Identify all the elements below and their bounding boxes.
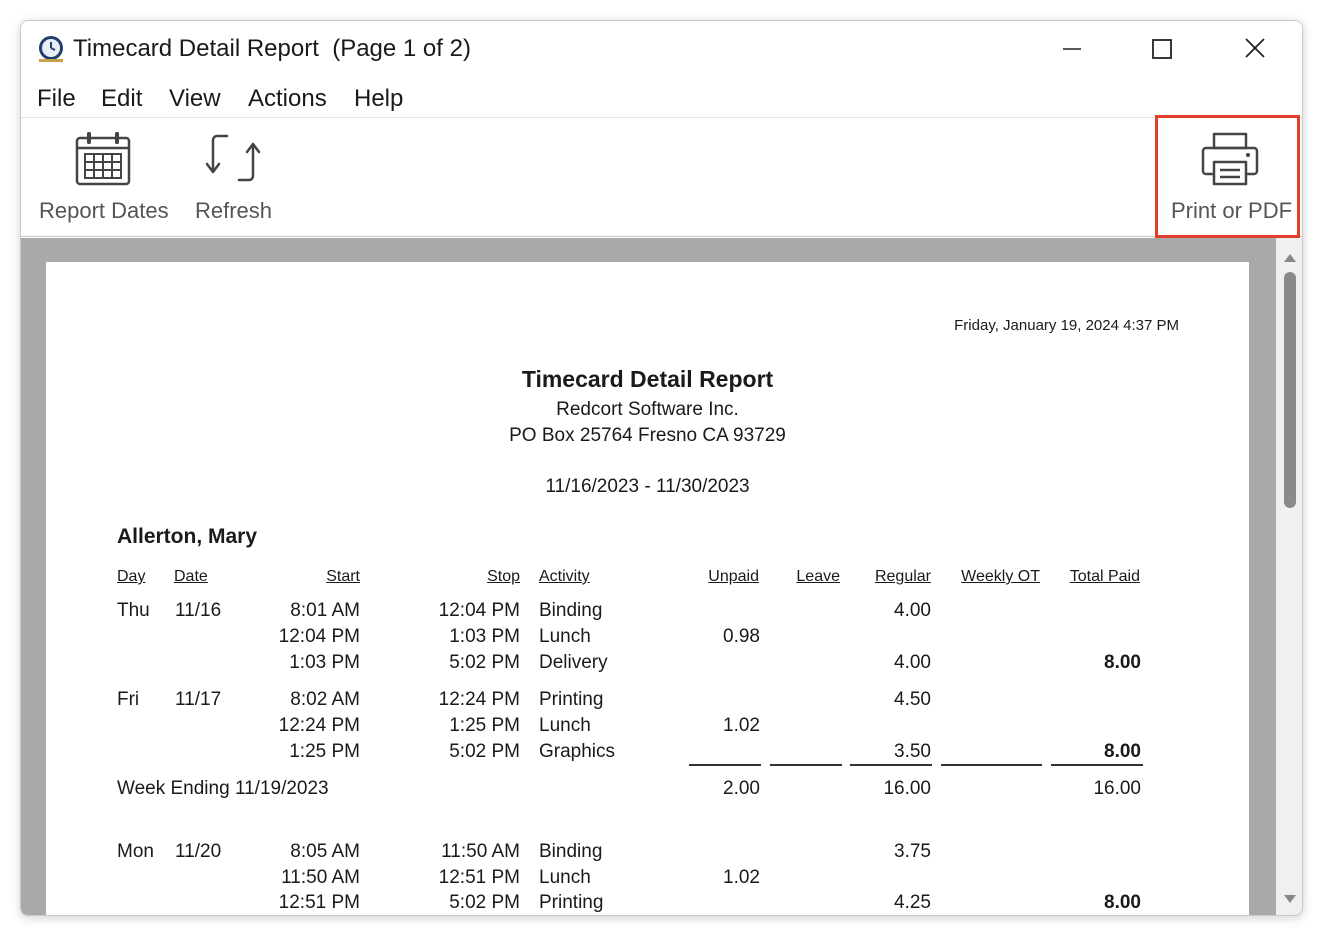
col-regular: Regular — [874, 568, 931, 585]
date-range: 11/16/2023 - 11/30/2023 — [545, 476, 750, 497]
cell-unpaid: 0.98 — [723, 626, 760, 647]
menu-help[interactable]: Help — [354, 85, 404, 112]
cell-stop: 11:50 AM — [441, 841, 520, 862]
week-ending-label: Week Ending 11/19/2023 — [117, 778, 329, 799]
print-button-highlight — [1155, 115, 1300, 238]
cell-total-paid: 8.00 — [1104, 892, 1141, 913]
cell-activity: Delivery — [539, 652, 608, 673]
cell-start: 8:05 AM — [290, 841, 360, 862]
refresh-label: Refresh — [195, 198, 273, 223]
maximize-button[interactable] — [1139, 31, 1185, 67]
close-icon — [1232, 31, 1278, 67]
cell-regular: 4.00 — [894, 652, 931, 673]
week-paid-total: 16.00 — [1093, 778, 1141, 799]
report-timestamp: Friday, January 19, 2024 4:37 PM — [954, 317, 1179, 334]
cell-stop: 12:24 PM — [438, 689, 520, 710]
employee-name: Allerton, Mary — [117, 525, 258, 548]
unpaid-subtotal-line — [689, 764, 761, 766]
cell-regular: 4.25 — [894, 892, 931, 913]
cell-activity: Binding — [539, 600, 603, 621]
vertical-scrollbar[interactable] — [1276, 238, 1303, 916]
company-address: PO Box 25764 Fresno CA 93729 — [509, 425, 786, 446]
maximize-icon — [1139, 31, 1185, 67]
toolbar — [21, 117, 1302, 237]
cell-start: 8:02 AM — [290, 689, 360, 710]
window-title-text: Timecard Detail Report — [73, 35, 319, 62]
report-dates-label: Report Dates — [39, 198, 169, 223]
cell-start: 1:25 PM — [289, 741, 360, 762]
col-day: Day — [117, 568, 146, 585]
total-subtotal-line — [1051, 764, 1143, 766]
cell-start: 11:50 AM — [281, 867, 360, 888]
app-window — [20, 20, 1303, 916]
cell-stop: 12:04 PM — [438, 600, 520, 621]
cell-stop: 1:25 PM — [449, 715, 520, 736]
refresh-icon — [205, 130, 261, 188]
menu-bar — [21, 81, 1302, 119]
cell-stop: 5:02 PM — [449, 892, 520, 913]
calendar-icon — [75, 130, 131, 188]
report-dates-button[interactable] — [35, 118, 169, 236]
col-stop: Stop — [487, 568, 520, 585]
cell-stop: 5:02 PM — [449, 741, 520, 762]
report-title: Timecard Detail Report — [521, 366, 774, 392]
col-date: Date — [174, 568, 208, 585]
col-weekly-ot: Weekly OT — [961, 568, 1040, 585]
cell-total-paid: 8.00 — [1104, 652, 1141, 673]
col-activity: Activity — [539, 568, 590, 585]
col-start: Start — [326, 568, 360, 585]
cell-activity: Printing — [539, 892, 604, 913]
cell-start: 12:51 PM — [278, 892, 360, 913]
cell-regular: 4.50 — [894, 689, 931, 710]
cell-activity: Lunch — [539, 715, 591, 736]
cell-activity: Lunch — [539, 867, 591, 888]
cell-day: Fri — [117, 689, 140, 710]
cell-unpaid: 1.02 — [723, 867, 760, 888]
cell-start: 8:01 AM — [290, 600, 360, 621]
menu-file[interactable]: File — [37, 85, 76, 112]
report-preview-area — [21, 238, 1303, 916]
week-regular-total: 16.00 — [883, 778, 931, 799]
cell-activity: Graphics — [539, 741, 616, 762]
close-button[interactable] — [1232, 31, 1278, 67]
menu-view[interactable]: View — [169, 85, 221, 112]
cell-activity: Lunch — [539, 626, 591, 647]
clock-app-icon — [37, 35, 65, 63]
col-unpaid: Unpaid — [708, 568, 759, 585]
scroll-up-icon[interactable] — [1284, 254, 1296, 262]
cell-day: Mon — [117, 841, 154, 862]
cell-regular: 3.75 — [894, 841, 931, 862]
weekly-ot-subtotal-line — [941, 764, 1042, 766]
cell-regular: 4.00 — [894, 600, 931, 621]
refresh-button[interactable] — [191, 118, 275, 236]
cell-start: 12:24 PM — [278, 715, 360, 736]
cell-stop: 5:02 PM — [449, 652, 520, 673]
cell-stop: 12:51 PM — [438, 867, 520, 888]
minimize-icon — [1049, 31, 1095, 67]
cell-stop: 1:03 PM — [449, 626, 520, 647]
cell-activity: Printing — [539, 689, 604, 710]
page-info: (Page 1 of 2) — [332, 35, 471, 62]
print-pdf-label: Print or PDF — [1171, 198, 1293, 223]
cell-date: 11/20 — [175, 841, 222, 862]
company-name: Redcort Software Inc. — [556, 399, 739, 420]
cell-regular: 3.50 — [894, 741, 931, 762]
cell-start: 1:03 PM — [289, 652, 360, 673]
cell-date: 11/16 — [175, 600, 222, 621]
regular-subtotal-line — [850, 764, 932, 766]
scroll-thumb[interactable] — [1284, 272, 1296, 508]
minimize-button[interactable] — [1049, 31, 1095, 67]
cell-total-paid: 8.00 — [1104, 741, 1141, 762]
cell-unpaid: 1.02 — [723, 715, 760, 736]
col-leave: Leave — [796, 568, 840, 585]
menu-edit[interactable]: Edit — [101, 85, 143, 112]
cell-date: 11/17 — [175, 689, 222, 710]
col-total-paid: Total Paid — [1069, 568, 1140, 585]
cell-start: 12:04 PM — [278, 626, 360, 647]
week-unpaid-total: 2.00 — [723, 778, 760, 799]
report-page — [46, 262, 1249, 916]
scroll-down-icon[interactable] — [1284, 895, 1296, 903]
title-bar — [21, 21, 1302, 77]
window-title — [73, 35, 471, 63]
leave-subtotal-line — [770, 764, 842, 766]
menu-actions[interactable]: Actions — [248, 85, 327, 112]
cell-activity: Binding — [539, 841, 603, 862]
cell-day: Thu — [117, 600, 150, 621]
